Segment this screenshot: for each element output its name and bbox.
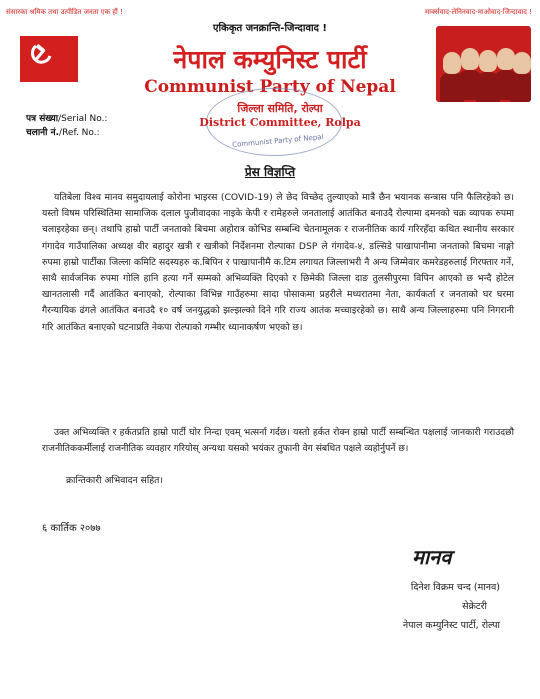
paragraph-1-text: यतिबेला विश्व मानव समुदायलाई कोरोना भाइरस (COVID-19) ले छेद विच्छेद तुल्याएको मात्रै छैन भयानक सन्त्रास पनि फैलिरहेको छ। यस्तो विषम परिस्थितिमा सामाजिक दलाल पुजीवादका नाइके केपी र रामेहरुले जनतालाई आतंकित बनाउदै रोल्पामा दमनको चक्र व्यापक रुपमा चलाइरहेका छन्। तथापि हाम्रो पार्टी जनताको बिचमा अहोरात्र कोभिड सम्बन्धि चेतनामूलक र राजनीतिक कार्य गरिरहँदा कथित स्थानीय सरकार गंगादेव गाउँपालिका अध्यक्ष वीर बहादुर खत्री र खत्रीको निर्देशनमा रोल्पाका DSP ले गंगादेव-४, डल्सिडे पाखापानीमा जनताको बिचमा नाङ्गो रुपमा हाम्रो पार्टीका जिल्ला कमिटि सदस्यहरु क.बिपिन र पाखापानीमै क.टिम लगायत जिल्लाभरी नै अन्य जिम्मेवार कमरेडहरुलाई गिरफ्तार गर्ने, साथै सार्वजनिक रुपमा गोलि हानि हत्या गर्ने सम्मको अभिव्यक्ति दिएको र छिमेकी जिल्ला दाङ तुलसीपुरमा विपिन आएको छ भन्दै होटेल खानतलासी गर्दै आतंकित बनाएको, रोल्पाका विभिन्न गाउँहरुमा सादा पोसाकमा प्रहरीले मध्यरातमा नेता, कार्यकर्ता र जनताको घर घरमा गैरन्यायिक ढंगले आतंकित बनाउदै १० वर्ष जनयुद्धको झल्झल्को दिने गरि राज्य आतंक मच्चाइरहेको छ। साथै अन्य जिल्लाहरुमा पनि निगरानी गरि आतंकित बनाएको घटनाप्रति नेकपा रोल्पाको गम्भीर ध्यानाकर्षण भएको छ। (42, 192, 514, 333)
release-date: ६ कार्तिक २०७७ (42, 523, 101, 534)
handwritten-signature: मानव (412, 545, 452, 569)
serial-label-english: /Serial No.: (58, 114, 108, 124)
signatory-name: दिनेश विक्रम चन्द (मानव) (410, 582, 500, 593)
ref-label-nepali: चलानी नं. (26, 128, 60, 138)
reference-number-label (26, 125, 100, 138)
ref-label-english: /Ref. No.: (59, 128, 100, 138)
serial-number-label (26, 111, 107, 124)
signatory-organization: नेपाल कम्युनिस्ट पार्टी, रोल्पा (402, 620, 500, 631)
signatory-position: सेक्रेटरी (462, 601, 487, 612)
body-paragraph-2 (42, 425, 514, 457)
body-paragraph-3 (42, 473, 514, 489)
serial-label-nepali: पत्र संख्या (26, 114, 59, 124)
top-left-slogan: संसारका श्रमिक तथा उत्पीडित जनता एक हौं ! (6, 8, 123, 16)
stamp-text: Communist Party of Nepal (231, 133, 324, 149)
party-name-nepali: नेपाल कम्युनिस्ट पार्टी (173, 45, 367, 74)
district-name-nepali: जिल्ला समिति, रोल्पा (237, 102, 323, 115)
body-paragraph-1 (42, 190, 514, 336)
press-release-title: प्रेस विज्ञप्ति (244, 165, 296, 179)
party-name-english: Communist Party of Nepal (144, 77, 396, 97)
paragraph-3-text: क्रान्तिकारी अभिवादन सहित। (66, 475, 163, 486)
top-right-slogan: मार्क्सवाद-लेनिनवाद-माओवाद-जिन्दावाद ! (425, 8, 532, 16)
paragraph-2-text: उक्त अभिव्यक्ति र हर्कतप्रति हाम्रो पार्टी घोर निन्दा एवम् भत्सर्ना गर्दछ। यस्तो हर्कत रोक्न हाम्रो पार्टी सम्बन्धित पक्षलाई जानकारी गराउदछौ राजनीतिककर्मीलाई राजनीतिक व्यवहार गरियोस् अन्यथा यसको भयंकर तुफानी वेग संबधित पक्षले व्यहोर्नुपर्ने छ। (42, 427, 514, 455)
district-name-english: District Committee, Rolpa (199, 116, 361, 129)
header-slogan: एकिकृत जनक्रान्ति-जिन्दावाद ! (213, 23, 327, 34)
